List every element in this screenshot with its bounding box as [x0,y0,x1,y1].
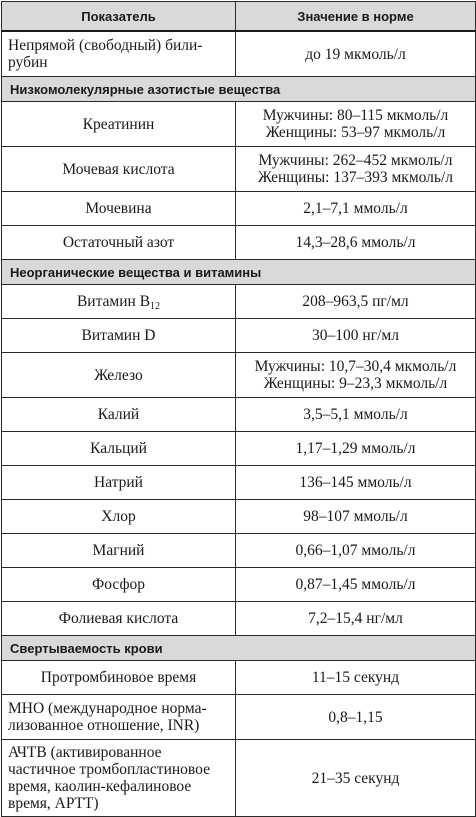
indicator-name: МНО (международное норма- лизованное отношение, INR) [2,695,236,740]
indicator-name: Витамин D [2,319,236,353]
table-row [2,534,476,568]
indicator-name: Фосфор [2,568,236,602]
norm-value: 30–100 нг/мл [236,319,476,353]
indicator-name: Протромбиновое время [2,661,236,695]
norm-value: 0,87–1,45 ммоль/л [236,568,476,602]
norm-value: 208–963,5 пг/мл [236,285,476,319]
table-header-row [2,2,476,32]
indicator-name: Остаточный азот [2,226,236,260]
table-row [2,285,476,319]
header-indicator: Показатель [2,2,236,32]
indicator-name: Кальций [2,432,236,466]
indicator-name: Хлор [2,500,236,534]
norm-value: 11–15 секунд [236,661,476,695]
table-row [2,147,476,192]
table-row [2,740,476,817]
norm-value: Мужчины: 80–115 мкмоль/л Женщины: 53–97 мкмоль/л [236,102,476,147]
indicator-name: Фолиевая кислота [2,602,236,636]
section-row [2,77,476,102]
indicator-name: Железо [2,353,236,398]
table-row [2,695,476,740]
norm-value: 14,3–28,6 ммоль/л [236,226,476,260]
norm-value: 0,8–1,15 [236,695,476,740]
indicator-name: Калий [2,398,236,432]
table-row [2,102,476,147]
norm-value: 7,2–15,4 нг/мл [236,602,476,636]
norm-value: Мужчины: 10,7–30,4 мкмоль/л Женщины: 9–23,3 мкмоль/л [236,353,476,398]
norm-value: Мужчины: 262–452 мкмоль/л Женщины: 137–393 мкмоль/л [236,147,476,192]
reference-values-table [1,1,476,817]
table-row [2,398,476,432]
table-row [2,226,476,260]
norm-value: до 19 мкмоль/л [236,31,476,77]
norm-value: 136–145 ммоль/л [236,466,476,500]
indicator-name: Непрямой (свободный) били- рубин [2,31,236,77]
table-row [2,432,476,466]
norm-value: 2,1–7,1 ммоль/л [236,192,476,226]
indicator-name: Мочевая кислота [2,147,236,192]
indicator-name-text: Витамин B [76,293,151,310]
header-norm-value: Значение в норме [236,2,476,32]
indicator-name: Креатинин [2,102,236,147]
section-row [2,636,476,661]
indicator-name: Магний [2,534,236,568]
table-row [2,602,476,636]
section-title: Неорганические вещества и витамины [2,260,476,285]
table-row [2,353,476,398]
norm-value: 1,17–1,29 ммоль/л [236,432,476,466]
indicator-name: Натрий [2,466,236,500]
table-row [2,31,476,77]
section-title: Свертываемость крови [2,636,476,661]
table-row [2,500,476,534]
table-row [2,319,476,353]
indicator-name: АЧТВ (активированное частичное тромбопластиновое время, каолин-кефалиновое время, APTT) [2,740,236,817]
section-title: Низкомолекулярные азотистые вещества [2,77,476,102]
table-row [2,661,476,695]
norm-value: 0,66–1,07 ммоль/л [236,534,476,568]
table-row [2,568,476,602]
norm-value: 98–107 ммоль/л [236,500,476,534]
norm-value: 21–35 секунд [236,740,476,817]
subscript: 12 [150,301,161,312]
table-row [2,466,476,500]
indicator-name: Мочевина [2,192,236,226]
indicator-name [2,285,236,319]
table-row [2,192,476,226]
section-row [2,260,476,285]
norm-value: 3,5–5,1 ммоль/л [236,398,476,432]
